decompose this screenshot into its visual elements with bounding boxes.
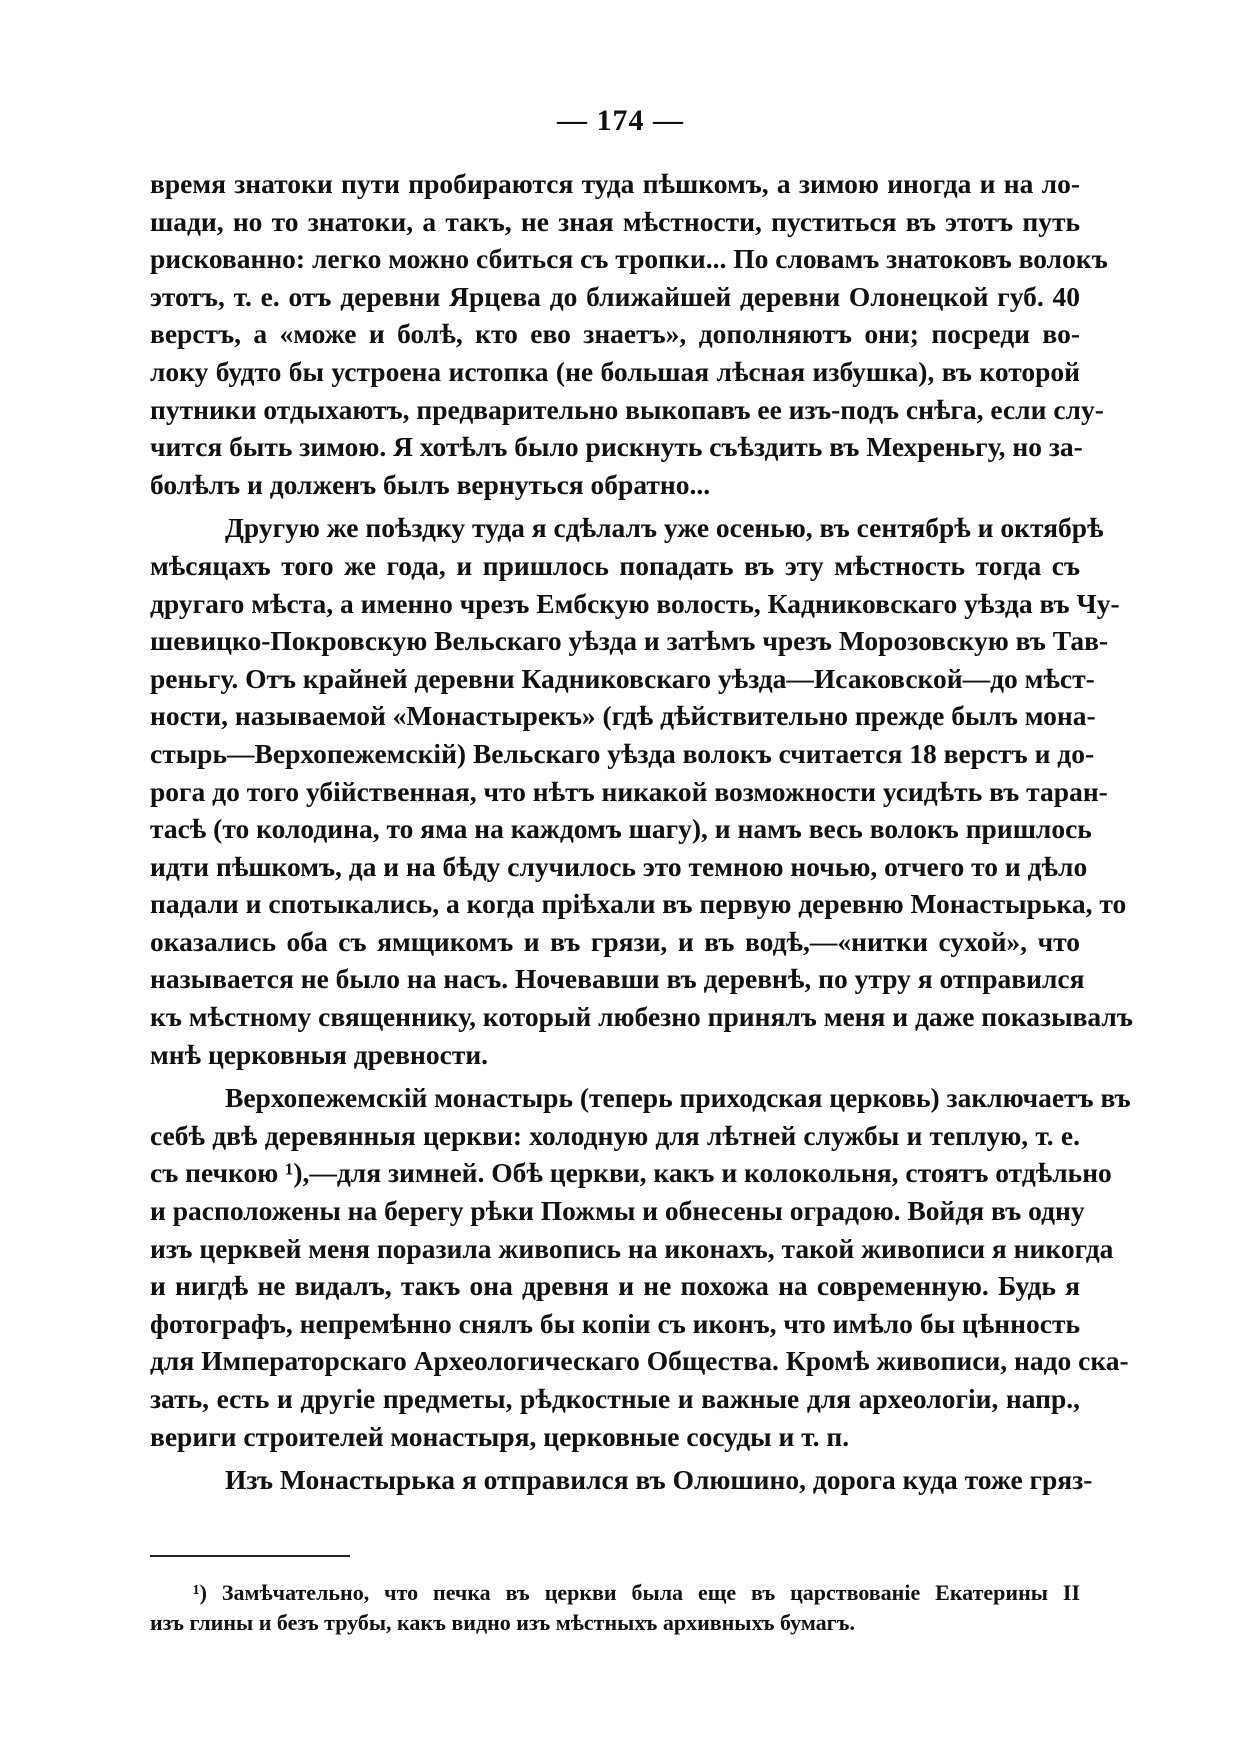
text-line: этотъ, т. е. отъ деревни Ярцева до ближайшей деревни Олонецкой губ. 40 [150,280,1080,312]
text-line: зать, есть и другіе предметы, рѣдкостные и важные для археологіи, напр., [150,1383,1080,1414]
text-line: для Императорскаго Археологическаго Общества. Кромѣ живописи, надо ска- [150,1345,1129,1377]
paragraph [150,1079,1131,1455]
text-line: чится быть зимою. Я хотѣлъ было рискнуть съѣздить въ Мехреньгу, но за- [150,431,1083,463]
text-line: съ печкою ¹),—для зимней. Обѣ церкви, какъ и колокольня, стоятъ отдѣльно [150,1157,1112,1189]
text-line: Верхопежемскій монастырь (теперь приходская церковь) заключаетъ въ [225,1082,1131,1114]
text-line: ности, называемой «Монастырекъ» (гдѣ дѣйствительно прежде былъ мона- [150,700,1096,732]
text-line: другаго мѣста, а именно чрезъ Ембскую волость, Кадниковскаго уѣзда въ Чу- [150,587,1120,619]
text-line: шади, но то знатоки, а такъ, не зная мѣстности, пуститься въ этотъ путь [150,205,1080,237]
text-line: стырь—Верхопежемскій) Вельскаго уѣзда волокъ считается 18 верстъ и до- [150,737,1095,769]
text-line: и нигдѣ не видалъ, такъ она древня и не похожа на современную. Будь я [150,1270,1080,1302]
text-line: къ мѣстному священнику, который любезно принялъ меня и даже показывалъ [150,1001,1133,1033]
text-line: мнѣ церковныя древности. [150,1038,489,1070]
text-line: рискованно: легко можно сбиться съ тропки... По словамъ знатоковъ волокъ [150,243,1108,275]
text-line: тасѣ (то колодина, то яма на каждомъ шагу), и намъ весь волокъ пришлось [150,813,1092,845]
text-line: реньгу. Отъ крайней деревни Кадниковскаго уѣзда—Исаковской—до мѣст- [150,662,1095,694]
text-line: оказались оба съ ямщикомъ и въ грязи, и въ водѣ,—«нитки сухой», что [150,925,1080,957]
footnote-line: изъ глины и безъ трубы, какъ видно изъ мѣстныхъ архивныхъ бумагъ. [150,1610,855,1635]
page-number: — 174 — [557,104,684,137]
text-line: вериги строителей монастыря, церковные сосуды и т. п. [150,1420,850,1452]
text-line: и расположены на берегу рѣки Пожмы и обнесены оградою. Войдя въ одну [150,1195,1085,1227]
footnote-line: ¹) Замѣчательно, что печка въ церкви была еще въ царствованіе Екатерины II [193,1580,1080,1605]
text-line: фотографъ, непремѣнно снялъ бы копіи съ иконъ, что имѣло бы цѣнность [150,1307,1080,1339]
footnote-divider [150,1555,350,1557]
text-line: идти пѣшкомъ, да и на бѣду случилось это темною ночью, отчего то и дѣло [150,850,1088,882]
text-line: время знатоки пути пробираются туда пѣшкомъ, а зимою иногда и на ло- [150,168,1080,199]
text-line: падали и спотыкались, а когда пріѣхали въ первую деревню Монастырька, то [150,888,1127,920]
footnote [150,1578,1080,1638]
text-line: мѣсяцахъ того же года, и пришлось попадать въ эту мѣстность тогда съ [150,549,1080,581]
text-line: шевицко-Покровскую Вельскаго уѣзда и затѣмъ чрезъ Морозовскую въ Тав- [150,625,1109,657]
text-line: путники отдыхаютъ, предварительно выкопавъ ее изъ-подъ снѣга, если слу- [150,393,1104,425]
body-text [150,165,1133,1499]
text-line: болѣлъ и долженъ былъ вернуться обратно... [150,468,711,500]
text-line: себѣ двѣ деревянныя церкви: холодную для лѣтней службы и теплую, т. е. [150,1119,1080,1151]
text-line: изъ церквей меня поразила живопись на иконахъ, такой живописи я никогда [150,1232,1114,1264]
text-line: называется не было на насъ. Ночевавши въ деревнѣ, по утру я отправился [150,963,1085,995]
text-line: Изъ Монастырька я отправился въ Олюшино, дорога куда тоже гряз- [225,1464,1093,1496]
text-line: верстъ, а «може и болѣ, кто ево знаетъ», дополняютъ они; посреди во- [150,318,1080,350]
text-line: Другую же поѣздку туда я сдѣлалъ уже осенью, въ сентябрѣ и октябрѣ [225,512,1104,544]
text-line: рога до того убійственная, что нѣтъ никакой возможности усидѣть въ таран- [150,775,1108,807]
text-line: локу будто бы устроена истопка (не большая лѣсная избушка), въ которой [150,355,1080,387]
paragraph [150,165,1108,503]
paragraph [150,509,1133,1073]
paragraph [150,1461,1093,1499]
